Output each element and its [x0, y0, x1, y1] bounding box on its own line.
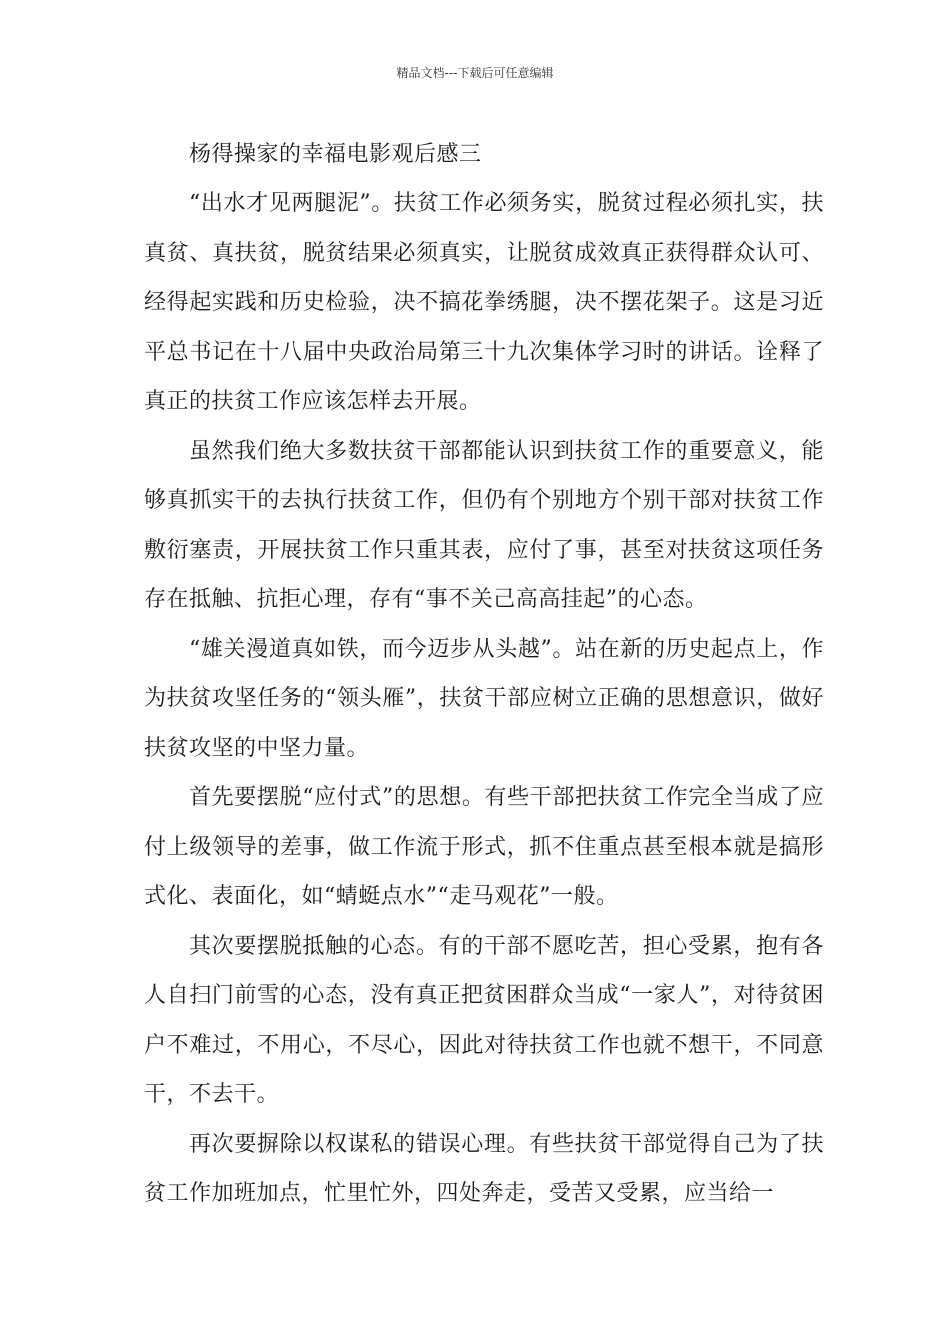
page-header: 精品文档---下载后可任意编辑: [396, 66, 554, 80]
document-body: [144, 130, 824, 1219]
paragraph-1: “出水才见两腿泥”。扶贫工作必须务实，脱贫过程必须扎实，扶真贫、真扶贫，脱贫结果必须真实，让脱贫成效真正获得群众认可、经得起实践和历史检验，决不搞花拳绣腿，决不摆花架子。这是习近平总书记在十八届中央政治局第三十九次集体学习时的讲话。诠释了真正的扶贫工作应该怎样去开展。: [144, 191, 824, 414]
paragraph-6: 再次要摒除以权谋私的错误心理。有些扶贫干部觉得自己为了扶贫工作加班加点，忙里忙外，四处奔走，受苦又受累，应当给一: [144, 1131, 824, 1206]
paragraph-5: 其次要摆脱抵触的心态。有的干部不愿吃苦，担心受累，抱有各人自扫门前雪的心态，没有真正把贫困群众当成“一家人”，对待贫困户不难过，不用心，不尽心，因此对待扶贫工作也就不想干，不同意干，不去干。: [144, 933, 824, 1107]
paragraph-4: 首先要摆脱“应付式”的思想。有些干部把扶贫工作完全当成了应付上级领导的差事，做工作流于形式，抓不住重点甚至根本就是搞形式化、表面化，如“蜻蜓点水”“走马观花”一般。: [144, 785, 824, 909]
paragraph-2: 虽然我们绝大多数扶贫干部都能认识到扶贫工作的重要意义，能够真抓实干的去执行扶贫工作，但仍有个别地方个别干部对扶贫工作敷衍塞责，开展扶贫工作只重其表，应付了事，甚至对扶贫这项任务存在抵触、抗拒心理，存有“事不关己高高挂起”的心态。: [144, 438, 824, 612]
paragraph-3: “雄关漫道真如铁，而今迈步从头越”。站在新的历史起点上，作为扶贫攻坚任务的“领头雁”，扶贫干部应树立正确的思想意识，做好扶贫攻坚的中坚力量。: [144, 636, 824, 761]
document-title: 杨得操家的幸福电影观后感三: [189, 142, 482, 167]
